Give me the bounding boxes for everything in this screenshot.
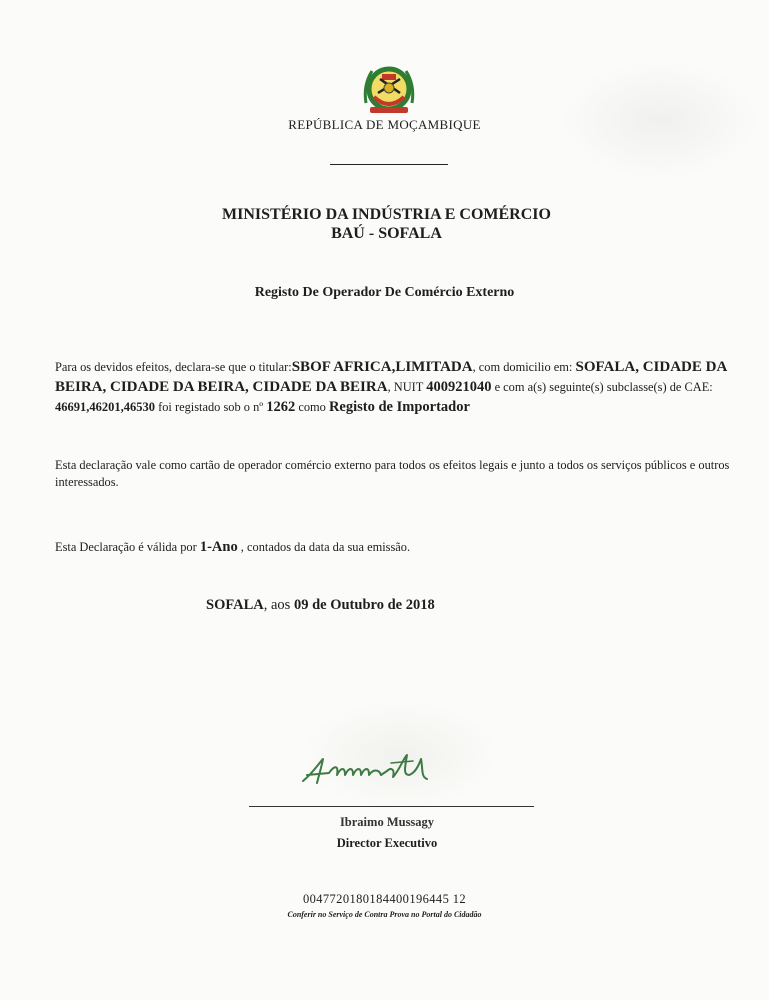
validity-intro: Esta Declaração é válida por — [55, 540, 200, 554]
validity-scope-paragraph: Esta declaração vale como cartão de operador comércio externo para todos os efeitos legais e junto a todos os serviços públicos e outros interessados. — [55, 458, 730, 489]
handwritten-signature — [295, 745, 465, 795]
validity-rest: , contados da data da sua emissão. — [237, 540, 411, 554]
signature-line — [249, 806, 534, 807]
issue-date: 09 de Outubro de 2018 — [293, 597, 435, 613]
place: SOFALA — [206, 597, 264, 613]
mozambique-emblem-icon — [360, 63, 418, 115]
date-connector: , aos — [263, 597, 294, 613]
domicile-label: , com domicilio em: — [472, 360, 576, 374]
registration-type: Registo de Importador — [328, 399, 470, 415]
signer-title: Director Executivo — [336, 836, 438, 850]
intro-text: Para os devidos efeitos, declara-se que o titular: — [55, 360, 292, 374]
as-label: como — [295, 400, 329, 414]
nuit-label: , NUIT — [387, 380, 427, 394]
domicile-value: SOFALA, CIDADE DA BEIRA, CIDADE DA BEIRA, CIDADE DA BEIRA — [55, 359, 727, 395]
declaration-paragraph — [55, 357, 730, 417]
header-divider — [330, 164, 448, 165]
registered-label: foi registado sob o nº — [155, 400, 267, 414]
nuit-value: 400921040 — [426, 379, 492, 395]
signer-name: Ibraimo Mussagy — [339, 815, 435, 829]
ministry-name: MINISTÉRIO DA INDÚSTRIA E COMÉRCIO — [222, 206, 551, 223]
validity-period-paragraph — [55, 537, 730, 557]
ministry-heading — [0, 205, 769, 243]
document-title: Registo De Operador De Comércio Externo — [254, 285, 515, 300]
subclass-label: e com a(s) seguinte(s) subclasse(s) de CAE: — [491, 380, 713, 394]
ministry-office: BAÚ - SOFALA — [331, 225, 442, 242]
validity-value: 1-Ano — [199, 539, 238, 555]
verification-note: Conferir no Serviço de Contra Prova no Portal do Cidadão — [287, 910, 482, 919]
country-name: REPÚBLICA DE MOÇAMBIQUE — [288, 117, 481, 132]
holder-name: SBOF AFRICA,LIMITADA — [291, 359, 473, 375]
place-and-date — [206, 597, 435, 614]
cae-codes: 46691,46201,46530 — [55, 400, 155, 414]
registration-number: 1262 — [266, 399, 296, 415]
verification-code: 0047720180184400196445 12 — [302, 892, 467, 906]
